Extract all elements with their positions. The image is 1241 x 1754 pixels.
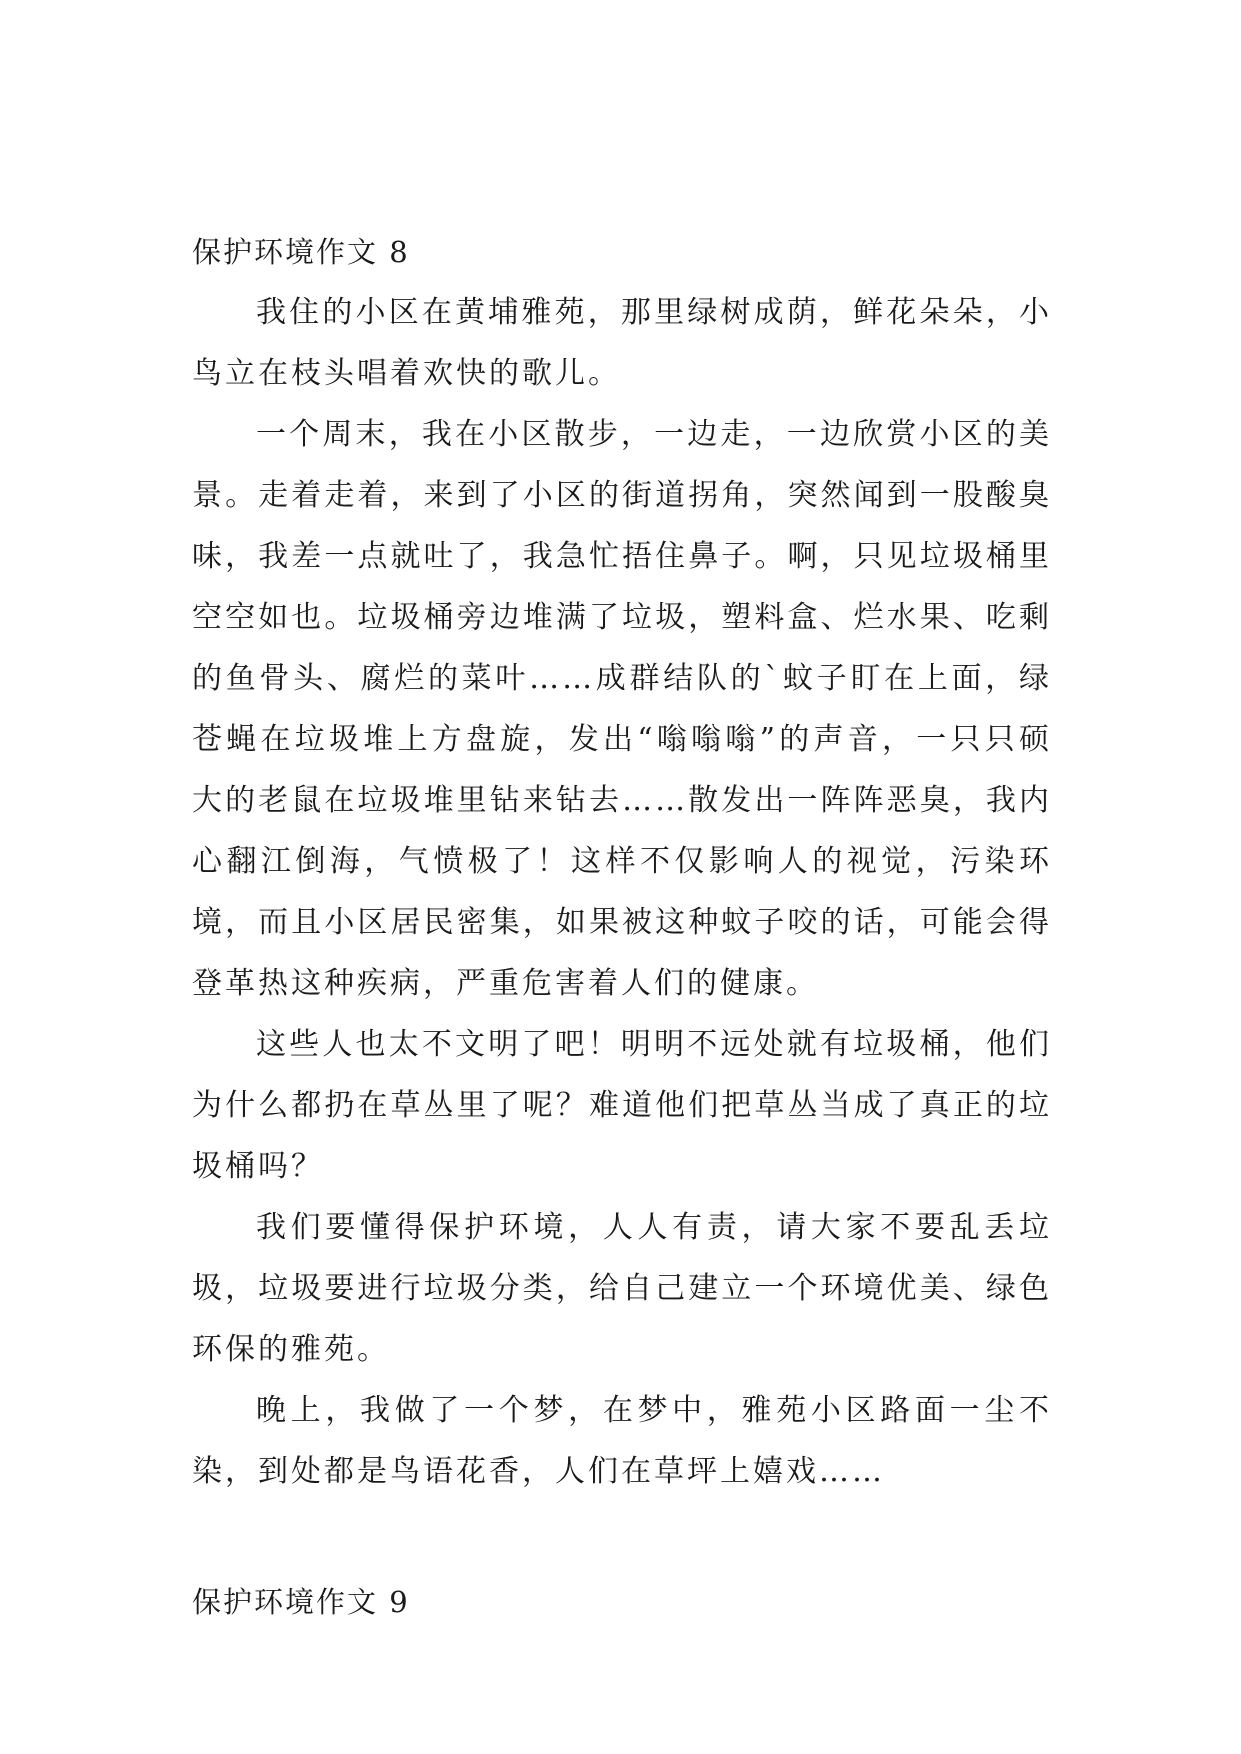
section-8-paragraph-2: 一个周末，我在小区散步，一边走，一边欣赏小区的美景。走着走着，来到了小区的街道拐角，突然闻到一股酸臭味，我差一点就吐了，我急忙捂住鼻子。啊，只见垃圾桶里空空如也。垃圾桶旁边堆满了垃圾，塑料盒、烂水果、吃剩的鱼骨头、腐烂的菜叶……成群结队的`蚊子盯在上面，绿苍蝇在垃圾堆上方盘旋，发出“嗡嗡嗡”的声音，一只只硕大的老鼠在垃圾堆里钻来钻去……散发出一阵阵恶臭，我内心翻江倒海，气愤极了！这样不仅影响人的视觉，污染环境，而且小区居民密集，如果被这种蚊子咬的话，可能会得登革热这种疾病，严重危害着人们的健康。 [192,417,1052,1001]
section-8-paragraph-3: 这些人也太不文明了吧！明明不远处就有垃圾桶，他们为什么都扔在草丛里了呢？难道他们把草丛当成了真正的垃圾桶吗？ [192,1027,1052,1184]
section-8-title: 保护环境作文 8 [192,235,410,269]
section-8-paragraph-4: 我们要懂得保护环境，人人有责，请大家不要乱丢垃圾，垃圾要进行垃圾分类，给自己建立一个环境优美、绿色环保的雅苑。 [192,1210,1052,1367]
section-8-paragraph-5: 晚上，我做了一个梦，在梦中，雅苑小区路面一尘不染，到处都是鸟语花香，人们在草坪上嬉戏…… [192,1393,1052,1489]
section-spacer [192,1502,1052,1572]
section-8-paragraph-1: 我住的小区在黄埔雅苑，那里绿树成荫，鲜花朵朵，小鸟立在枝头唱着欢快的歌儿。 [192,295,1052,391]
document-body [192,222,1052,1632]
section-9-title: 保护环境作文 9 [192,1585,410,1619]
